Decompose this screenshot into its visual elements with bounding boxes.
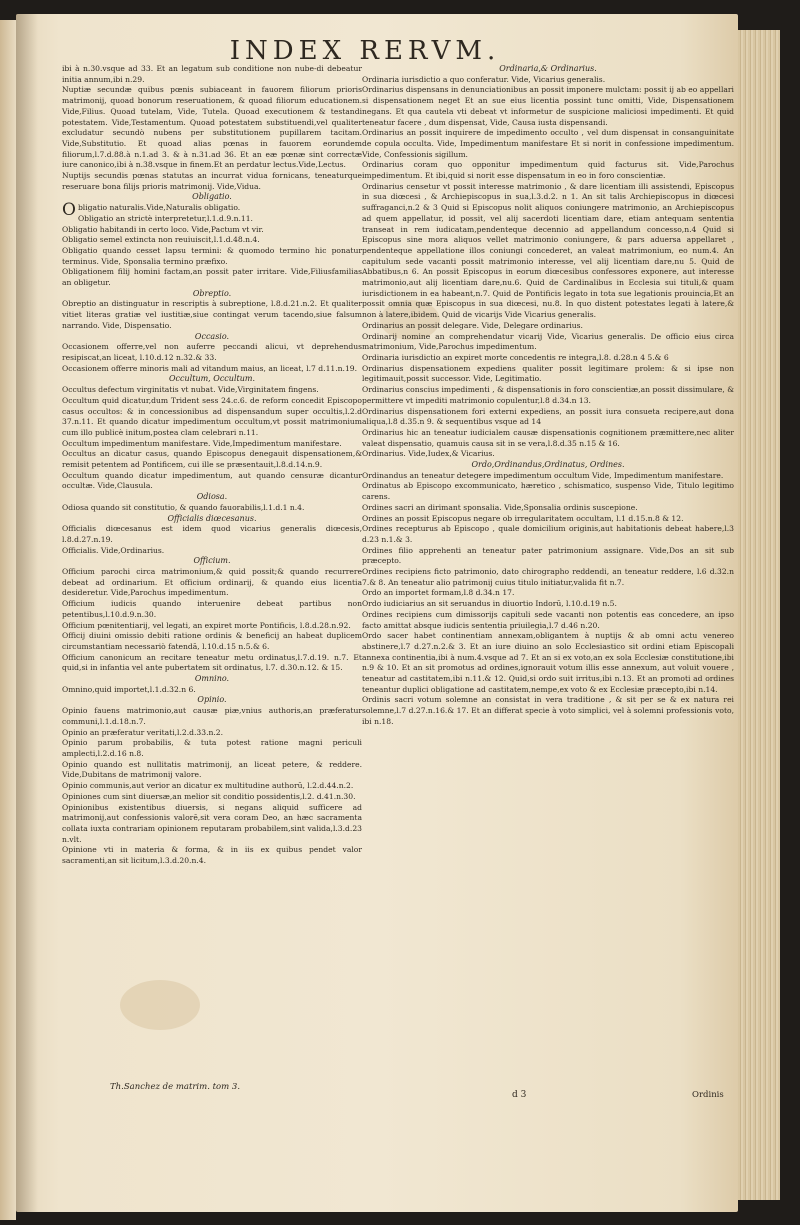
index-entry (62, 299, 362, 331)
drop-capital: O (62, 200, 76, 221)
heading-text: Officialis diœcesanus. (167, 513, 257, 523)
index-entry (62, 781, 362, 792)
index-entry (362, 610, 734, 631)
entry-text: Ordinarius dispensans in denunciationibus an possit imponere mulctam: possit ij ab eo appellari si dispensationem neget Et an sue eius licentia possint tunc omitti, Vide, Dispensationem negans. Et qua cautela vti debeat vt informetur de suspicione maliciosi impedimenti. Et quid teneatur facere , dum dispensat, Vide, Causa iusta dispensandi. (362, 85, 734, 127)
entry-text: Opinionibus existentibus diuersis, si negans aliquid sufficere ad matrimonij,aut confessionis valorē,sit vera coram Deo, an hæc sacramenta collata iuxta contrariam opinionem reputaram probabilem,sint valida,l.3.d.23 n.vlt. (62, 802, 362, 844)
entry-text: Obligatio an strictè interpretetur,l.1.d.9.n.11. (77, 213, 253, 223)
entry-text: Ordo an importet formam,l.8 d.34.n 17. (362, 588, 515, 598)
heading-text: Occasio. (194, 331, 230, 341)
heading-text: Occultum, Occultum. (169, 374, 255, 384)
index-entry (362, 695, 734, 727)
entry-text: Ordines recipiens cum dimissorijs capituli sede vacanti non potentis eas concedere, an ipso facto amittat absque iudicis sententia priuilegia,l.7 d.46 n.20. (362, 609, 734, 630)
index-entry (362, 85, 734, 128)
page-title: INDEX RERVM. (229, 36, 501, 66)
heading-text: Ordo,Ordinandus,Ordinatus, Ordines. (471, 460, 625, 470)
entry-text: Ordinarius. Vide,Iudex,& Vicarius. (362, 449, 495, 459)
index-entry (62, 631, 362, 652)
entry-text: Ordinaria iurisdictio an expiret morte concedentis re integra,l.8. d.28.n 4 5.& 6 (362, 352, 669, 362)
heading-text: Odiosa. (196, 492, 228, 502)
index-entry (62, 738, 362, 759)
entry-text: Opiniones cum sint diuersæ,an melior sit conditio possidentis,l.2. d.41.n.30. (62, 791, 356, 801)
index-column-right (362, 64, 734, 728)
entry-text: Occasionem offerre minoris mali ad vitandum maius, an liceat, l.7 d.11.n.19. (62, 363, 358, 373)
index-entry (62, 171, 362, 192)
index-entry (62, 567, 362, 599)
index-entry (362, 588, 734, 599)
entry-text: Officialis. Vide,Ordinarius. (62, 545, 165, 555)
index-entry (62, 449, 362, 470)
index-entry (62, 546, 362, 557)
index-heading (362, 64, 734, 75)
index-heading (62, 192, 362, 203)
index-entry (362, 514, 734, 525)
index-entry (362, 599, 734, 610)
index-column-left (62, 64, 362, 867)
heading-text: Ordinaria,& Ordinarius. (499, 64, 597, 73)
entry-text: Officium iudicis quando interuenire debeat partibus non petentibus,l.10.d.9.n.30. (62, 599, 362, 619)
entry-text: Opinio quando est nullitatis matrimonij, an liceat petere, & reddere. Vide,Dubitans de matrimonij valore. (62, 759, 362, 780)
entry-text: Ordinarius censetur vt possit interesse matrimonio , & dare licentiam illi assistendi, Episcopus in sua diœcesi , & Archiepiscopus in sua,l.3.d.2. n 1. An sit talis Archiepiscopus in diœcesi suffraganci,n.2 & 3 Quid si Episcopus nolit aliquos coniungere matrimonio, an Archiepiscopus ad quem appellatur, id possit, vel alij sacerdoti licentiam dare, etiam antequam sententia transeat in rem iudicatam,pendenteque decennio ad appellandum concesso,n.4 Quid si Episcopus sine mora aliquos vellet matrimonio coniungere, & pars aduersa appellaret , pendenteque appellatione illos coniungi concederet, an valeat matrimonium, eo num.4. An capitulum sede vacanti possit matrimonio interesse, vel alij licentiam dare,nu 5. Quid de Abbatibus,n 6. An possit Episcopus in eorum diœcesibus confessores exponere, aut interesse matrimonio,aut alij licentiam dare,nu.6. Quid de Cardinalibus in Ecclesia sui tituli,& quam iurisdictionem in ea habeant,n.7. Quid de Pontificis legato in tota sue legationis prouincia,Et an possit omnia quæ Episcopus in sua diœcesi, nu.8. In quo distent potestates legati à latere,& non à latere,ibidem. Quid de vicarijs Vide Vicarius generalis. (362, 181, 734, 320)
index-entry (362, 321, 734, 332)
entry-text: Ordo iudiciarius an sit seruandus in diuortio Indorū, l.10.d.19 n.5. (362, 599, 617, 609)
index-entry (62, 225, 362, 236)
entry-text: Occultus an dicatur casus, quando Episcopus denegauit dispensationem,& remisit petentem ad Pontificem, cui ille se præsentauit,l.8.d.14.n.9. (62, 449, 362, 470)
index-entry (62, 760, 362, 781)
entry-text: Obligationem filij homini factam,an possit pater irritare. Vide,Filiusfamilias an obligetur. (62, 267, 362, 288)
index-entry (362, 631, 734, 695)
heading-text: Opinio. (197, 695, 227, 705)
entry-text: Obligatio quando cesset lapsu termini: & quomodo termino hic ponatur terminus. Vide, Sponsalia termino præfixo. (62, 245, 362, 266)
entry-text: Ordo sacer habet continentiam annexam,obligantem à nuptijs & ab omni actu venereo abstinere,l.7 d.27.n.2.& 3. Et an iure diuino an solo Ecclesiastico sit ordini etiam Episcopali annexa continentia,ibi à num.4.vsque ad 7. Et an si ex voto,an ex sola Ecclesiæ constitutione,ibi n.9 & 10. Et an sit promotus ad ordines,ignorauit votum illis esse annexum, aut voluit vouere , teneatur ad castitatem,ibi n.11.& 12. Quid,si ordo suit irritus,ibi n.13. Et an promoti ad ordines teneantur duplici obligatione ad castitatem,nempe,ex voto & ex Ecclesiæ præcepto,ibi n.14. (362, 631, 734, 694)
index-entry (362, 182, 734, 321)
index-entry (362, 481, 734, 502)
entry-text: Opinio communis,aut verior an dicatur ex multitudine authorū, l.2.d.44.n.2. (62, 781, 354, 791)
index-entry (62, 64, 362, 85)
entry-text: Opinio an præferatur veritati,l.2.d.33.n.2. (62, 727, 224, 737)
entry-text: Ordines an possit Episcopus negare ob irregularitatem occultam, l.1 d.15.n.8 & 12. (362, 513, 684, 523)
index-entry (362, 332, 734, 353)
index-heading (62, 374, 362, 385)
index-entry (362, 353, 734, 364)
index-entry (62, 342, 362, 363)
heading-text: Obreptio. (192, 288, 232, 298)
index-entry (362, 567, 734, 588)
entry-text: Ordinarius dispensationem fori externi expediens, an possit iura consueta recipere,aut dona aliqua,l.8 d.35.n 9. & sequentibus vsque ad 14 (362, 406, 734, 427)
entry-text: Nuptiæ secundæ quibus pœnis subiaceant in fauorem filiorum prioris matrimonij, quoad bonorum reseruationem, & quoad filiorum educationem. Vide,Filius. Quoad tutelam, Vide, Tutela. Quoad executionem & testandi potestatem. Vide,Testamentum. Quoad potestatem substituendi,vel qualiter excludatur secundò nubens per substitutionem pupillarem tacitam. Vide,Substitutio. Et quoad alias pœnas in fauorem eorundem filiorum,l.7.d.88.à n.1.ad 3. & à n.31.ad 36. Et an eæ pœnæ sint correctæ iure canonico,ibi à n.38.vsque in finem.Et an perdatur lectus.Vide,Lectus. (62, 85, 362, 170)
index-entry (362, 546, 734, 567)
entry-text: Ordinarius coram quo opponitur impedimentum quid facturus sit. Vide,Parochus impedimentum. Et ibi,quid si norit esse dispensatum in eo in foro conscientiæ. (362, 160, 734, 181)
index-entry (362, 471, 734, 482)
gutter-shadow (16, 14, 38, 1212)
entry-text: Obreptio an distinguatur in rescriptis à subreptione, l.8.d.21.n.2. Et qualiter vitiet literas gratiæ vel iustitiæ,siue contingat verum tacendo,siue falsum narrando. Vide, Dispensatio. (62, 299, 362, 330)
page-fore-edge (738, 30, 780, 1200)
entry-text: Ordinarius an possit inquirere de impedimento occulto , vel dum dispensat in consanguinitate de copula occulta. Vide, Impedimentum manifestare Et si norit in confessione impedimentum. Vide, Confessionis sigillum. (362, 128, 734, 159)
entry-text: Officium canonicum an recitare teneatur metu ordinatus,l.7.d.19. n.7. Et quid,si in infantia vel ante pubertatem sit ordinatus, l.7. d.30.n.12. & 15. (62, 652, 362, 673)
facing-page-edge (0, 20, 16, 1220)
index-entry (362, 160, 734, 181)
index-entry (362, 407, 734, 428)
entry-text: Occultus defectum virginitatis vt nubat. Vide,Virginitatem fingens. (62, 385, 319, 395)
index-entry (362, 385, 734, 406)
entry-text: Officialis diœcesanus est idem quod vicarius generalis diœcesis, l.8.d.27.n.19. (62, 524, 362, 544)
index-entry (62, 728, 362, 739)
heading-text: Obligatio. (192, 192, 232, 202)
entry-text: Ordinarij nomine an comprehendatur vicarij Vide, Vicarius generalis. De officio eius circa matrimonium, Vide,Parochus impedimentum. (362, 331, 734, 352)
index-entry (362, 364, 734, 385)
entry-text: Opinio parum probabilis, & tuta potest ratione magni periculi amplecti,l.2.d.16 n.8. (62, 738, 362, 758)
entry-text: Omnino,quid importet,l.1.d.32.n 6. (62, 684, 196, 694)
catchword: Ordinis (692, 1090, 724, 1100)
index-entry (62, 653, 362, 674)
index-entry (62, 214, 362, 225)
index-entry (62, 396, 362, 439)
index-entry (62, 524, 362, 545)
signature-mark: d 3 (512, 1090, 527, 1100)
entry-text: Obligatio habitandi in certo loco. Vide,Pactum vt vir. (62, 224, 264, 234)
index-entry (62, 471, 362, 492)
index-heading (62, 332, 362, 343)
running-footer: Th.Sanchez de matrim. tom 3. (110, 1082, 241, 1092)
entry-text: Ordinaria iurisdictio a quo conferatur. Vide, Vicarius generalis. (362, 74, 606, 84)
paper-stain (120, 980, 200, 1030)
index-entry (62, 267, 362, 288)
index-heading (62, 492, 362, 503)
entry-text: Occultum quando dicatur impedimentum, aut quando censuræ dicantur occultæ. Vide,Clausula. (62, 470, 362, 491)
index-entry (362, 75, 734, 86)
index-entry (362, 524, 734, 545)
entry-text: Ordinarius hic an teneatur iudicialem causæ dispensationis cognitionem præmittere,nec aliter valeat dispensatio, quamuis causa sit in se vera,l.8.d.35 n.15 & 16. (362, 427, 734, 448)
index-entry (62, 599, 362, 620)
entry-text: Officium pœnitentiarij, vel legati, an expiret morte Pontificis, l.8.d.28.n.92. (62, 620, 351, 630)
entry-text: Officium parochi circa matrimonium,& quid possit;& quando recurrere debeat ad ordinarium. Et officium ordinarij, & quando eius licentia desideretur. Vide,Parochus impedimentum. (62, 567, 362, 598)
index-entry (62, 706, 362, 727)
index-entry (62, 845, 362, 866)
index-entry (62, 385, 362, 396)
index-entry (62, 246, 362, 267)
entry-text: bligatio naturalis.Vide,Naturalis obligatio. (77, 203, 241, 213)
entry-text: ibi à n.30.vsque ad 33. Et an legatum sub conditione non nube-di debeatur initia annum,ibi n.29. (62, 64, 362, 84)
entry-text: Occasionem offerre,vel non auferre peccandi alicui, vt deprehendus resipiscat,an liceat, l.10.d.12 n.32.& 33. (62, 342, 362, 362)
index-entry (362, 428, 734, 449)
entry-text: Ordinarius conscius impedimenti , & dispensationis in foro conscientiæ,an possit dissimulare, & permittere vt impediti matrimonio copulentur,l.8 d.34.n 13. (362, 385, 734, 405)
index-entry (362, 503, 734, 514)
entry-text: Occultum quid dicatur,dum Trident sess 24.c.6. de reform concedit Episcopo casus occultos: & in concessionibus ad dispensandum super occultis,l.2.d 37.n.11. Et quando dicatur impedimentum occultum,vt possit matrimonium cum illo publicè initum,postea clam celebrari n.11. (62, 395, 362, 437)
heading-text: Officium. (193, 556, 231, 566)
entry-text: Nuptijs secundis pœnas statutas an incurrat vidua fornicans, teneaturque reseruare bona filijs prioris matrimonij. Vide,Vidua. (62, 171, 362, 191)
entry-text: Odiosa quando sit constitutio, & quando fauorabilis,l.1.d.1 n.4. (62, 502, 305, 512)
index-heading (62, 556, 362, 567)
entry-text: Ordinatus ab Episcopo excommunicato, hæretico , schismatico, suspenso Vide, Titulo legitimo carens. (362, 481, 734, 502)
entry-text: Opinio fauens matrimonio,aut causæ piæ,vnius authoris,an præferatur communi,l.1.d.18.n.7. (62, 706, 362, 726)
entry-text: Ordines filio apprehenti an teneatur pater patrimonium assignare. Vide,Dos an sit sub præcepto. (362, 545, 734, 566)
entry-text: Ordinandus an teneatur detegere impedimentum occultum Vide, Impedimentum manifestare. (362, 470, 724, 480)
entry-text: Ordinis sacri votum solemne an consistat in vera traditione , & sit per se & ex natura rei solemne,l.7 d.27.n.16.& 17. Et an differat specie à voto simplici, vel à solemni professionis voto, ibi n.18. (362, 695, 734, 726)
index-entry (62, 803, 362, 846)
entry-text: Occultum impedimentum manifestare. Vide,Impedimentum manifestare. (62, 438, 342, 448)
entry-text: Obligatio semel extincta non reuiuiscit,l.1.d.48.n.4. (62, 235, 260, 245)
entry-text: Ordinarius dispensationem expediens qualiter possit legitimare prolem: & si ipse non legitimauit,possit successor. Vide, Legitimatio. (362, 363, 734, 384)
entry-text: Officij diuini omissio debiti ratione ordinis & beneficij an habeat duplicem circumstantiam necessariò fatendā, l.10.d.15 n.5.& 6. (62, 631, 362, 651)
index-entry (362, 128, 734, 160)
entry-text: Ordinarius an possit delegare. Vide, Delegare ordinarius. (362, 320, 583, 330)
entry-text: Ordines sacri an dirimant sponsalia. Vide,Sponsalia ordinis suscepione. (362, 502, 638, 512)
index-heading (62, 695, 362, 706)
index-heading (62, 289, 362, 300)
index-entry (62, 235, 362, 246)
index-entry (62, 792, 362, 803)
index-entry (62, 364, 362, 375)
entry-text: Ordines recipiens ficto patrimonio, dato chirographo reddendi, an teneatur reddere, l.6 d.32.n 7.& 8. An teneatur alio patrimonij cuius titulo initiatur,valida fit n.7. (362, 567, 734, 587)
index-heading (362, 460, 734, 471)
index-heading (62, 514, 362, 525)
entry-text: Ordines recepturus ab Episcopo , quale domicilium originis,aut habitationis debeat habere,l.3 d.23 n.1.& 3. (362, 524, 734, 544)
index-entry (62, 685, 362, 696)
entry-text: Opinione vti in materia & forma, & in iis ex quibus pendet valor sacramenti,an sit licitum,l.3.d.20.n.4. (62, 845, 362, 866)
index-entry (62, 439, 362, 450)
index-heading (62, 674, 362, 685)
index-entry (62, 503, 362, 514)
heading-text: Omnino. (194, 674, 230, 684)
index-entry (62, 85, 362, 171)
index-entry (62, 621, 362, 632)
index-entry (362, 449, 734, 460)
